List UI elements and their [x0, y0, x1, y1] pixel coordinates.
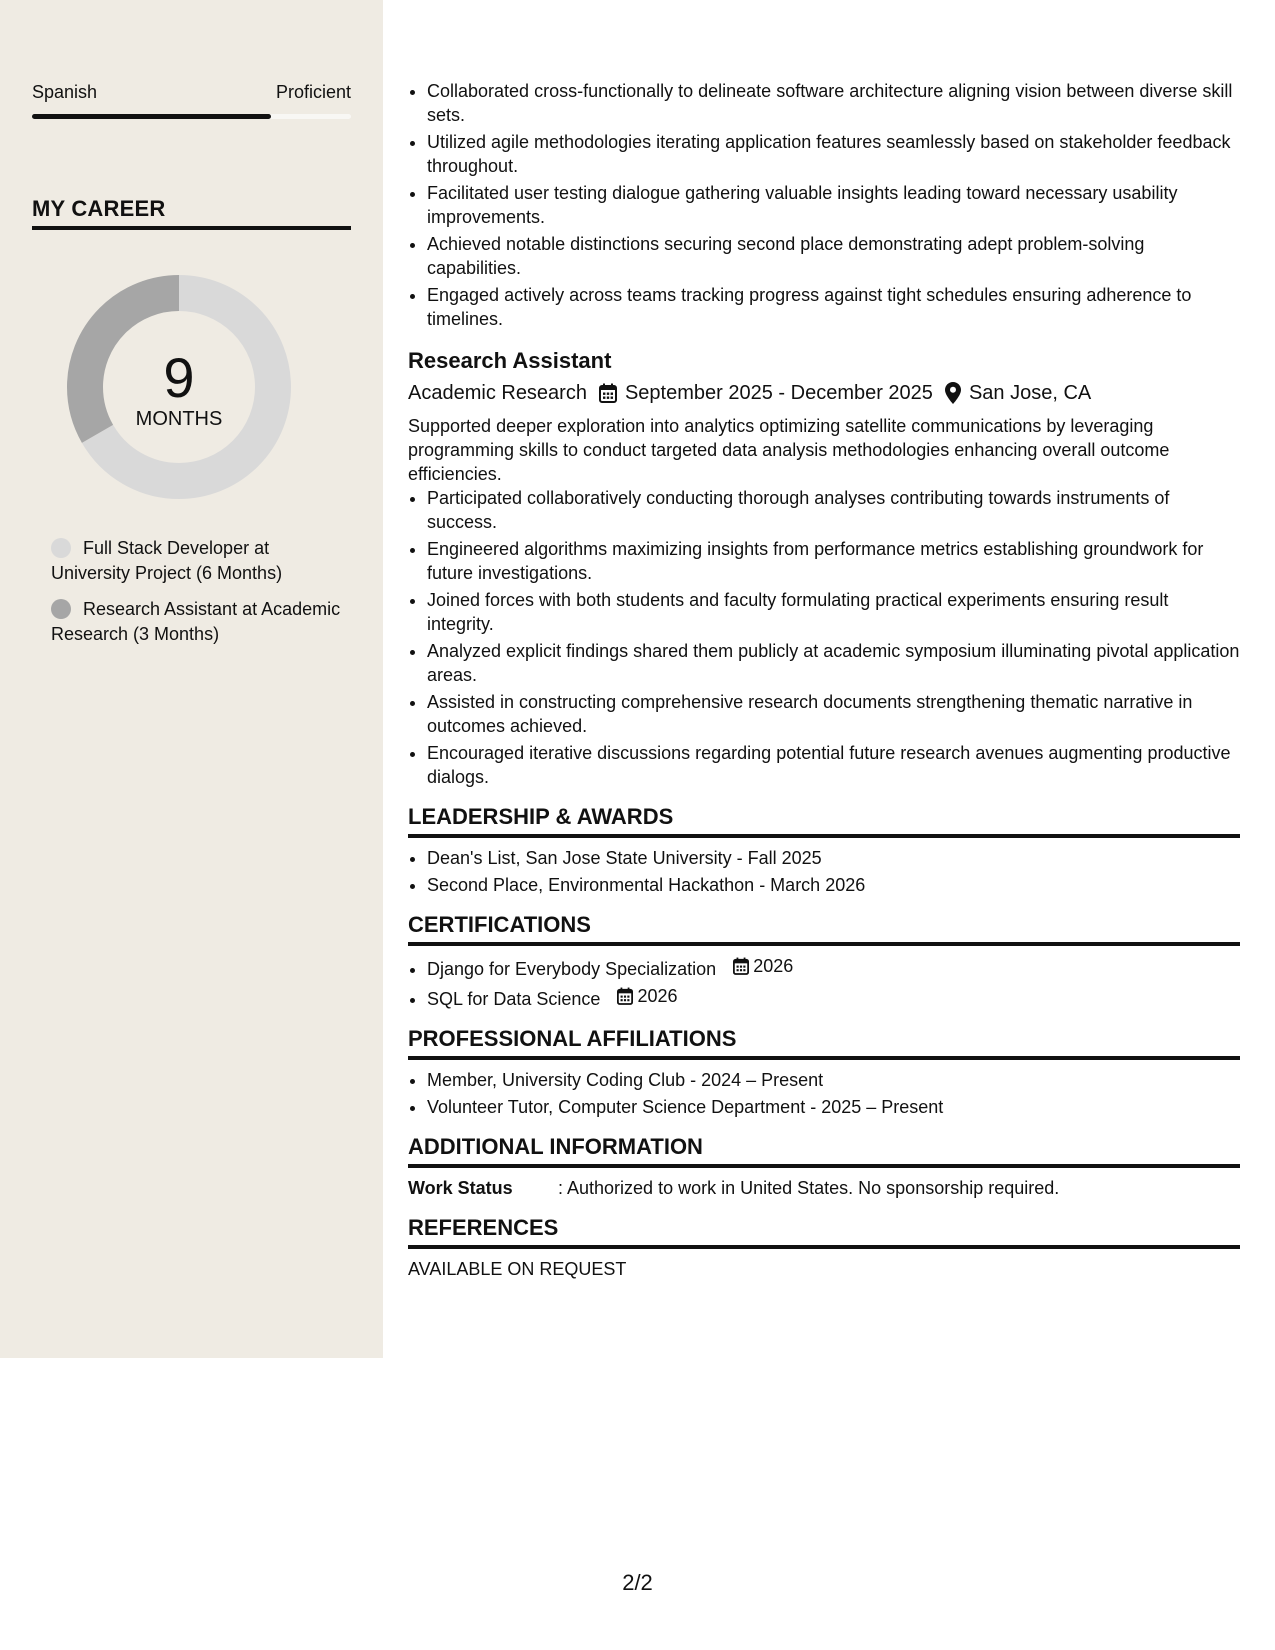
list-item: • Engineered algorithms maximizing insights from performance metrics establishing groundwork for future investigations.: [427, 537, 1240, 585]
certification-name: SQL for Data Science: [427, 989, 601, 1009]
references-heading: REFERENCES: [408, 1214, 1240, 1249]
affiliations-heading: PROFESSIONAL AFFILIATIONS: [408, 1025, 1240, 1060]
list-item: • Assisted in constructing comprehensive research documents strengthening thematic narrative in outcomes achieved.: [427, 690, 1240, 738]
language-name: Spanish: [32, 82, 98, 102]
list-item: • Utilized agile methodologies iterating application features seamlessly based on stakeholder feedback throughout.: [427, 130, 1240, 178]
main-content: [408, 79, 1240, 1281]
career-total-value: 9: [163, 345, 195, 409]
list-item: • Achieved notable distinctions securing second place demonstrating adept problem-solving capabilities.: [427, 232, 1240, 280]
leadership-list: [408, 846, 1240, 897]
list-item: • Dean's List, San Jose State University - Fall 2025: [427, 846, 1240, 870]
career-total: [67, 275, 291, 499]
career-heading: MY CAREER: [32, 196, 351, 230]
calendar-icon: [617, 987, 633, 1005]
page-number: 2/2: [622, 1570, 653, 1595]
certifications-heading: CERTIFICATIONS: [408, 911, 1240, 946]
list-item: • Encouraged iterative discussions regarding potential future research avenues augmenting productive dialogs.: [427, 741, 1240, 789]
list-item: • Analyzed explicit findings shared them publicly at academic symposium illuminating pivotal application areas.: [427, 639, 1240, 687]
previous-job-bullets: [408, 79, 1240, 331]
list-item: • Member, University Coding Club - 2024 – Present: [427, 1068, 1240, 1092]
work-status-label: Work Status: [408, 1178, 513, 1198]
calendar-icon: [733, 957, 749, 975]
job-organization: Academic Research: [408, 382, 587, 404]
language-row: [32, 82, 351, 103]
job-dates: September 2025 - December 2025: [624, 382, 933, 404]
language-level: Proficient: [275, 82, 351, 102]
career-donut-chart: [67, 275, 291, 499]
career-legend-label: Research Assistant at Academic Research (3 Months): [51, 599, 341, 644]
work-status-row: [408, 1176, 1240, 1200]
leadership-heading: LEADERSHIP & AWARDS: [408, 803, 1240, 838]
job-location: San Jose, CA: [968, 382, 1092, 404]
additional-info-heading: ADDITIONAL INFORMATION: [408, 1133, 1240, 1168]
job-bullets: [408, 486, 1240, 789]
language-proficiency-fill: [32, 114, 271, 119]
list-item: • Volunteer Tutor, Computer Science Department - 2025 – Present: [427, 1095, 1240, 1119]
career-legend-label: Full Stack Developer at University Project (6 Months): [51, 538, 283, 583]
list-item: • Joined forces with both students and faculty formulating practical experiments ensuring result integrity.: [427, 588, 1240, 636]
list-item: • Participated collaboratively conducting thorough analyses contributing towards instruments of success.: [427, 486, 1240, 534]
career-legend-item: [51, 597, 351, 647]
calendar-icon: [599, 383, 617, 403]
list-item: [427, 954, 1240, 981]
certification-name: Django for Everybody Specialization: [427, 959, 717, 979]
job-description: Supported deeper exploration into analytics optimizing satellite communications by leveraging programming skills to conduct targeted data analysis methodologies enhancing overall outcome efficiencies.: [408, 416, 1170, 484]
list-item: • Collaborated cross-functionally to delineate software architecture aligning vision between diverse skill sets.: [427, 79, 1240, 127]
list-item: • Facilitated user testing dialogue gathering valuable insights leading toward necessary usability improvements.: [427, 181, 1240, 229]
language-proficiency-bar: [32, 114, 351, 119]
list-item: [427, 984, 1240, 1011]
certification-date: [617, 984, 677, 1008]
job-title: Research Assistant: [408, 348, 612, 373]
career-legend: [51, 536, 351, 658]
career-legend-item: [51, 536, 351, 586]
certifications-list: [408, 954, 1240, 1011]
certification-year: 2026: [753, 956, 794, 976]
certification-date: [733, 954, 793, 978]
list-item: • Engaged actively across teams tracking progress against tight schedules ensuring adherence to timelines.: [427, 283, 1240, 331]
legend-dot-icon: [51, 599, 71, 619]
references-text: AVAILABLE ON REQUEST: [408, 1259, 627, 1279]
affiliations-list: [408, 1068, 1240, 1119]
legend-dot-icon: [51, 538, 71, 558]
location-pin-icon: [945, 382, 961, 404]
career-total-unit: MONTHS: [135, 407, 223, 430]
sidebar: [0, 0, 383, 1358]
list-item: • Second Place, Environmental Hackathon - March 2026: [427, 873, 1240, 897]
work-status-value: : Authorized to work in United States. No sponsorship required.: [558, 1178, 1060, 1198]
job-meta: [408, 380, 1240, 406]
certification-year: 2026: [637, 986, 678, 1006]
